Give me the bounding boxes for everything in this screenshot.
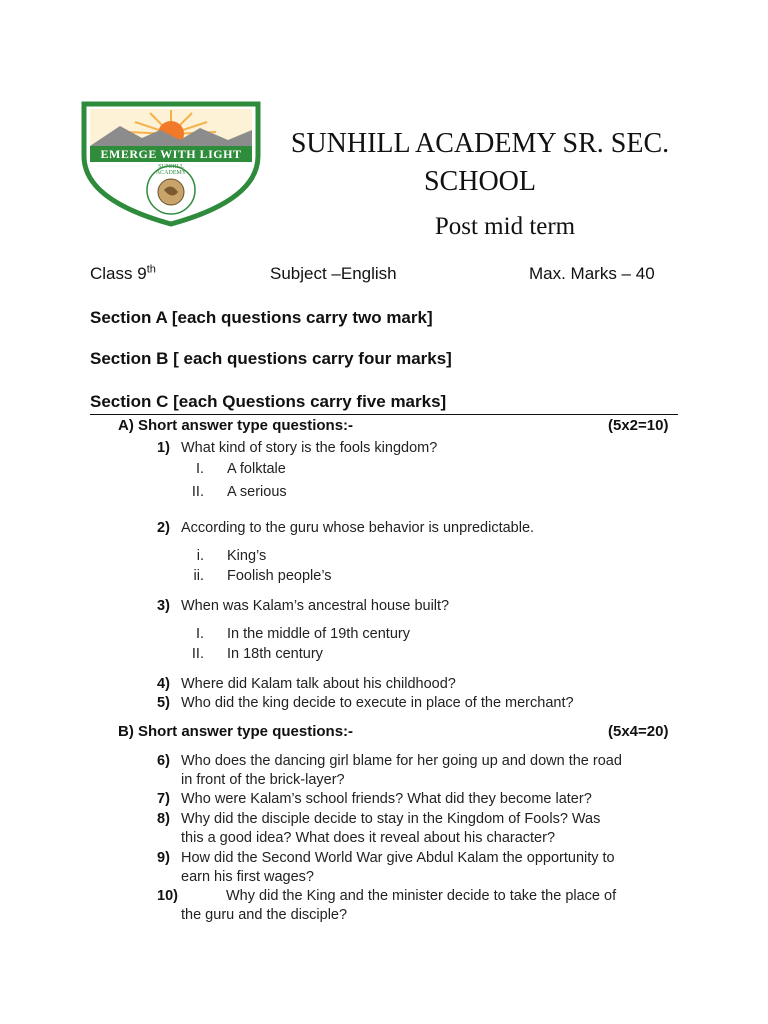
option-text: In 18th century	[227, 646, 323, 662]
question-line-1: Why did the disciple decide to stay in the Kingdom of Fools? Was	[181, 811, 601, 827]
class-suffix: th	[146, 263, 156, 276]
class-label: Class 9	[90, 264, 147, 283]
subject-info: Subject –English	[270, 264, 397, 283]
question-number: 7)	[157, 791, 170, 807]
school-name-line1: SUNHILL ACADEMY SR. SEC.	[290, 128, 670, 159]
question-text: Who did the king decide to execute in place of the merchant?	[181, 695, 574, 711]
logo-motto: EMERGE WITH LIGHT	[100, 147, 242, 161]
question-number: 10)	[157, 888, 178, 904]
option-number: II.	[191, 484, 204, 500]
option-text: In the middle of 19th century	[227, 626, 410, 642]
question-number: 8)	[157, 811, 170, 827]
class-info	[90, 264, 156, 284]
part-a-marks: (5x2=10)	[608, 417, 669, 434]
question-number: 4)	[157, 676, 170, 692]
question-line-2: this a good idea? What does it reveal about his character?	[181, 830, 556, 846]
divider-line	[90, 414, 678, 415]
section-c-heading: Section C [each Questions carry five marks]	[90, 392, 447, 411]
school-name	[270, 125, 690, 201]
part-b-heading: B) Short answer type questions:-	[118, 723, 354, 740]
part-b-marks: (5x4=20)	[608, 723, 669, 740]
question-line-1: Who were Kalam’s school friends? What did they become later?	[181, 791, 592, 807]
school-name-line2: SCHOOL	[423, 166, 536, 197]
question-line-2: the guru and the disciple?	[181, 907, 348, 923]
question-text: According to the guru whose behavior is unpredictable.	[181, 520, 535, 536]
question-number: 5)	[157, 695, 170, 711]
school-logo	[80, 100, 262, 228]
section-a-heading: Section A [each questions carry two mark]	[90, 308, 433, 327]
question-number: 6)	[157, 753, 170, 769]
option-number: ii.	[193, 568, 204, 584]
section-b-heading: Section B [ each questions carry four marks]	[90, 349, 452, 368]
question-line-1: Why did the King and the minister decide to take the place of	[226, 888, 617, 904]
option-number: II.	[191, 646, 204, 662]
option-text: Foolish people’s	[227, 568, 332, 584]
question-number: 2)	[157, 520, 170, 536]
question-number: 1)	[157, 440, 170, 456]
option-number: i.	[196, 548, 204, 564]
question-text: What kind of story is the fools kingdom?	[181, 440, 438, 456]
question-line-1: Who does the dancing girl blame for her going up and down the road	[181, 753, 622, 769]
exam-title: Post mid term	[434, 213, 576, 240]
option-text: A serious	[227, 484, 287, 500]
option-text: A folktale	[227, 461, 286, 477]
question-text: Where did Kalam talk about his childhood?	[181, 676, 456, 692]
question-number: 3)	[157, 598, 170, 614]
question-line-2: in front of the brick-layer?	[181, 772, 345, 788]
question-number: 9)	[157, 850, 170, 866]
option-number: I.	[195, 461, 204, 477]
logo-seal-text: SUNHILL ACADEMY	[155, 164, 187, 176]
option-text: King’s	[227, 548, 267, 564]
question-line-1: How did the Second World War give Abdul Kalam the opportunity to	[181, 850, 615, 866]
option-number: I.	[195, 626, 204, 642]
question-line-2: earn his first wages?	[181, 869, 314, 885]
part-a-heading: A) Short answer type questions:-	[118, 417, 354, 434]
max-marks-info: Max. Marks – 40	[529, 264, 655, 283]
question-text: When was Kalam’s ancestral house built?	[181, 598, 450, 614]
